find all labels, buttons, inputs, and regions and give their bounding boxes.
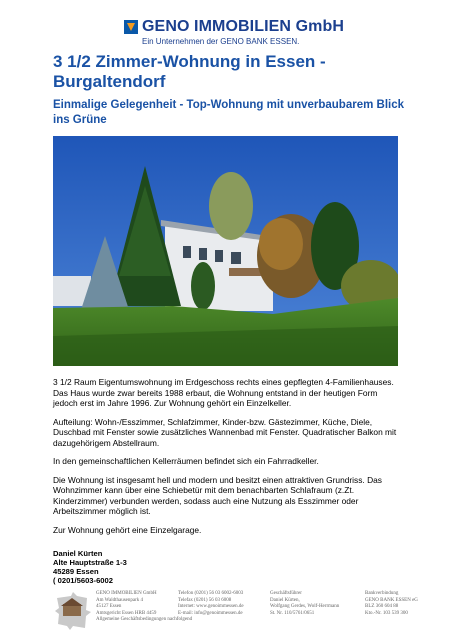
page-subtitle: Einmalige Gelegenheit - Top-Wohnung mit unverbaubarem Blick ins Grüne: [53, 99, 405, 126]
page-title: 3 1/2 Zimmer-Wohnung in Essen - Burgaltendorf: [53, 52, 326, 91]
footer-line: 45127 Essen: [96, 604, 122, 609]
description-paragraph: In den gemeinschaftlichen Kellerräumen befindet sich ein Fahrradkeller.: [53, 456, 319, 466]
contact-block: [53, 549, 127, 585]
company-tagline: Ein Unternehmen der GENO BANK ESSEN.: [142, 37, 300, 46]
footer-line: Telefon (0201) 56 03 6002-6003: [178, 591, 244, 596]
contact-street: Alte Hauptstraße 1-3: [53, 558, 127, 567]
footer-line: BLZ 360 604 88: [365, 604, 399, 609]
description-paragraph: Aufteilung: Wohn-/Esszimmer, Schlafzimmer, Kinder-bzw. Gästezimmer, Küche, Diele, Duschbad mit Fenster sowie zusätzliches Wannenbad mit Fenster. Quadratischer Balkon mit dazugehörigem Abstellraum.: [53, 416, 397, 448]
property-description: [53, 377, 398, 543]
footer-line: GENO BANK ESSEN eG: [365, 597, 418, 603]
property-photo: [53, 136, 398, 366]
description-paragraph: Zur Wohnung gehört eine Einzelgarage.: [53, 524, 202, 535]
footer-puzzle-logo: [53, 590, 93, 632]
description-paragraph: Die Wohnung ist insgesamt hell und modern und besitzt einen attraktiven Grundriss. Das Wohnzimmer kann über eine Schiebetür mit dem benachbarten Schlafraum (z.Zt. Kinderzimmer) verbunden werden, sodass auch eine Nutzung als Esszimmer oder Arbeitszimmer möglich ist.: [53, 474, 382, 516]
footer-line: Allgemeine Geschäftsbedingungen nachfolgend: [96, 617, 193, 622]
contact-city: 45289 Essen: [53, 567, 99, 576]
company-name: GENO IMMOBILIEN GmbH: [142, 18, 344, 35]
footer-line: Amtsgericht Essen HRB 4459: [96, 610, 157, 616]
footer-line: E-mail: info@genoimmessen.de: [178, 610, 243, 616]
footer-line: Kto.-Nr. 103 539 300: [365, 610, 408, 616]
footer-contact: [178, 591, 244, 617]
contact-phone: ( 0201/5603-6002: [53, 576, 113, 585]
contact-name: Daniel Kürten: [53, 549, 103, 558]
footer-line: Am Waldthausenpark 4: [96, 597, 143, 603]
footer-line: Geschäftsführer: [270, 591, 302, 596]
description-paragraph: 3 1/2 Raum Eigentumswohnung im Erdgeschoss rechts eines gepflegten 4-Familienhauses. Das Haus wurde zwar bereits 1988 erbaut, die Wohnung entstand in der heutigen Form jedoch erst im Jahre 1996. Zur Wohnung gehört ein Einzelkeller.: [53, 377, 394, 408]
bank-logo-icon: [124, 20, 138, 34]
footer-bank: [365, 591, 418, 617]
footer-line: Bankverbindung: [365, 591, 399, 596]
company-logo: [124, 18, 354, 46]
footer-line: Telefax (0201) 56 03 6008: [178, 597, 232, 603]
footer-line: St. Nr. 110/5761/0651: [270, 610, 315, 616]
footer-line: Daniel Kürten,: [270, 597, 300, 603]
footer-line: GENO IMMOBILIEN GmbH: [96, 591, 157, 596]
footer-management: [270, 591, 339, 617]
footer-line: Internet: www.genoimmessen.de: [178, 604, 244, 609]
footer-line: Wolfgang Gerdes, Wolf-Herrmann: [270, 604, 340, 609]
